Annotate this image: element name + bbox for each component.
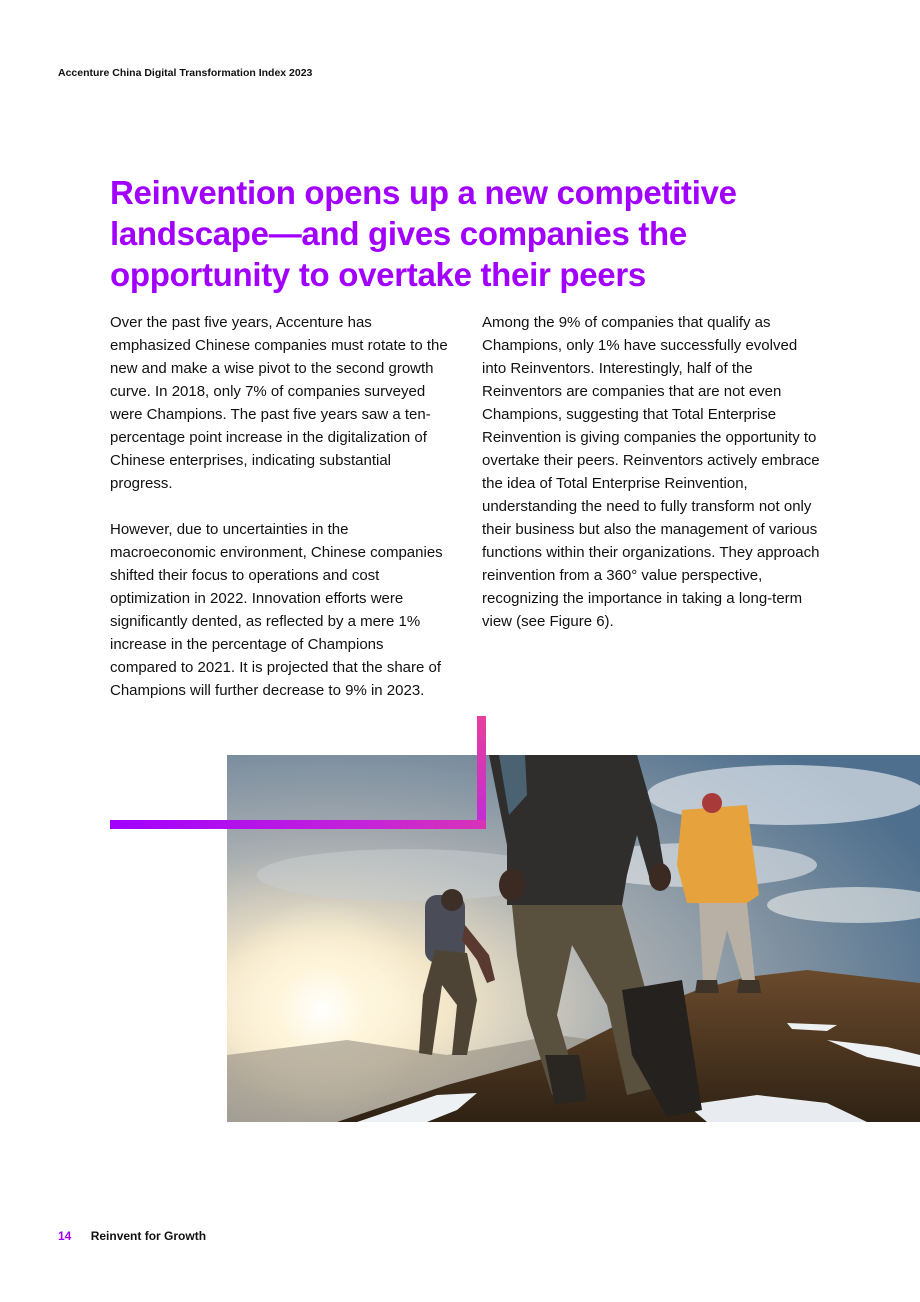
body-paragraph: Among the 9% of companies that qualify as Champions, only 1% have successfully evolved into Reinventors. Interestingly, half of the Reinventors are companies that are not even Champions, suggesting that Total Enterprise Reinvention is giving companies the opportunity to overtake their peers. Reinventors actively embrace the idea of Total Enterprise Reinvention, understanding the need to fully transform not only their business but also the management of various functions within their organizations. They approach reinvention from a 360° value perspective, recognizing the importance in taking a long-term view (see Figure 6). (482, 314, 820, 630)
decorative-bracket-vertical (477, 716, 486, 829)
body-paragraph: Over the past five years, Accenture has emphasized Chinese companies must rotate to the new and make a wise pivot to the second growth curve. In 2018, only 7% of companies surveyed were Champions. The past five years saw a ten-percentage point increase in the digitalization of Chinese enterprises, indicating substantial progress. (110, 314, 448, 492)
page-footer (58, 1229, 206, 1243)
body-column-right (482, 311, 822, 656)
footer-section-title: Reinvent for Growth (90, 1229, 207, 1243)
hikers-mountain-photo (227, 755, 920, 1122)
body-column-left (110, 311, 450, 725)
body-paragraph: However, due to uncertainties in the macroeconomic environment, Chinese companies shifted their focus to operations and cost optimization in 2022. Innovation efforts were significantly dented, as reflected by a mere 1% increase in the percentage of Champions compared to 2021. It is projected that the share of Champions will further decrease to 9% in 2023. (110, 521, 443, 699)
decorative-bracket-horizontal (110, 820, 486, 829)
running-header: Accenture China Digital Transformation Index 2023 (58, 67, 313, 79)
page-number: 14 (58, 1229, 72, 1243)
page-headline: Reinvention opens up a new competitive landscape—and gives companies the opportunity to overtake their peers (110, 174, 737, 293)
